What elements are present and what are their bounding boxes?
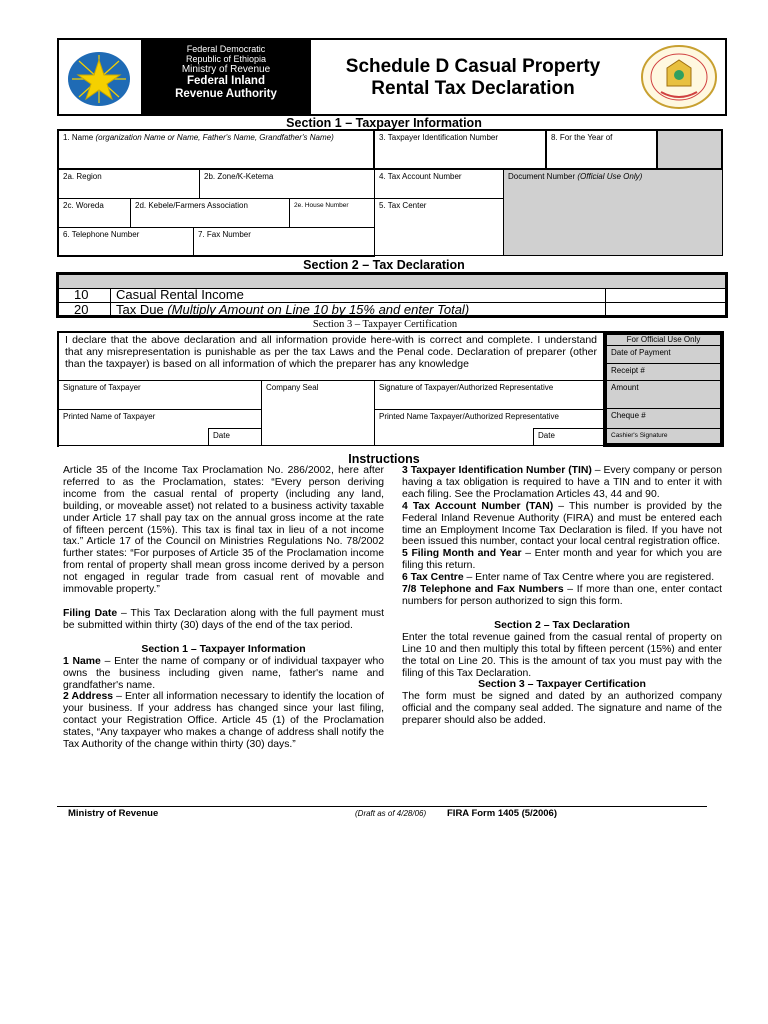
- sig-taxpayer-label: Signature of Taxpayer: [63, 383, 141, 392]
- line20-number: 20: [74, 302, 89, 317]
- cheque-field: [606, 408, 721, 429]
- agency-line-2: Republic of Ethiopia: [185, 54, 267, 64]
- name-instr-title: 1 Name: [63, 655, 101, 667]
- cheque-label: Cheque #: [611, 411, 646, 420]
- section2-heading: Section 2 – Tax Declaration: [303, 258, 465, 272]
- line10-amount-input[interactable]: [606, 289, 725, 302]
- company-seal-label: Company Seal: [266, 383, 319, 392]
- tan-instr-title: 4 Tax Account Number (TAN): [402, 500, 554, 512]
- tin-instr: [402, 465, 722, 501]
- line10-label: Casual Rental Income: [116, 287, 244, 302]
- certification-box: [57, 331, 605, 381]
- centre-instr: [402, 572, 722, 584]
- instructions-left-column: [63, 465, 384, 751]
- telephone-field[interactable]: [58, 227, 194, 256]
- year-label: 8. For the Year of: [551, 133, 613, 142]
- instructions-heading: Instructions: [348, 452, 420, 466]
- date-payment-label: Date of Payment: [611, 348, 671, 357]
- line20-hint: (Multiply Amount on Line 10 by 15% and enter Total): [167, 302, 470, 317]
- section2-col-rule: [110, 288, 111, 316]
- month-instr: [402, 548, 722, 572]
- doc-number-label: Document Number: [508, 172, 576, 181]
- section3-left-border: [57, 331, 59, 447]
- cashier-signature-field: [606, 428, 721, 444]
- s2-instr-heading: Section 2 – Tax Declaration: [494, 618, 630, 631]
- date-field-1[interactable]: [208, 428, 262, 446]
- line20-label: Tax Due: [116, 302, 164, 317]
- name-hint: (organization Name or Name, Father's Name, Grandfather's Name): [95, 133, 334, 142]
- region-label: 2a. Region: [63, 172, 102, 181]
- filing-date-title: Filing Date: [63, 607, 118, 619]
- tin-instr-title: 3 Taxpayer Identification Number (TIN): [402, 465, 592, 476]
- tax-account-field[interactable]: [374, 169, 504, 199]
- tan-instr: [402, 501, 722, 549]
- taxpayer-signature-field[interactable]: [58, 380, 262, 410]
- tax-center-label: 5. Tax Center: [379, 201, 427, 210]
- agency-line-3: Ministry of Revenue: [181, 64, 271, 75]
- tan-instr-text: – This number is provided by the Federal Inland Revenue Authority (FIRA) and must be entered each time an Employment Income Tax Declaration is filed. If you have not been issued this number, contact your local central registration office.: [402, 500, 722, 548]
- title-line-2: Rental Tax Declaration: [371, 78, 575, 99]
- line10-number: 10: [74, 287, 89, 302]
- agency-block: [141, 40, 311, 114]
- printed-rep-label: Printed Name Taxpayer/Authorized Representative: [379, 412, 559, 421]
- section3-heading: Section 3 – Taxpayer Certification: [312, 319, 458, 330]
- tax-center-field[interactable]: [374, 198, 504, 256]
- footer-ministry: Ministry of Revenue: [68, 808, 159, 819]
- footer-divider: [57, 806, 707, 807]
- phone-label: 6. Telephone Number: [63, 230, 140, 239]
- fax-label: 7. Fax Number: [198, 230, 251, 239]
- date-of-payment-field: [606, 345, 721, 364]
- woreda-field[interactable]: [58, 198, 131, 228]
- name-field[interactable]: [57, 129, 375, 170]
- printed-taxpayer-label: Printed Name of Taxpayer: [63, 412, 156, 421]
- ethiopia-emblem-icon: [66, 50, 132, 108]
- company-seal-field[interactable]: [261, 380, 375, 446]
- name-instr: [63, 656, 384, 692]
- tin-instr-text: – Every company or person having a tax obligation is required to have a TIN and to enter it with each filing. See the Proclamation Articles 43, 44 and 90.: [402, 465, 722, 500]
- address-instr-title: 2 Address: [63, 691, 114, 703]
- s3-instr-text: The form must be signed and dated by an authorized company official and the company seal added. The signature and name of the preparer should also be added.: [402, 691, 722, 727]
- agency-line-4: Federal Inland: [187, 75, 265, 87]
- sig-rep-label: Signature of Taxpayer/Authorized Representative: [379, 383, 554, 392]
- month-instr-title: 5 Filing Month and Year: [402, 548, 522, 560]
- phone-instr-title: 7/8 Telephone and Fax Numbers: [402, 584, 564, 596]
- tax-account-label: 4. Tax Account Number: [379, 172, 462, 181]
- date-2-label: Date: [538, 431, 555, 440]
- s1-instr-heading: Section 1 – Taxpayer Information: [141, 642, 306, 655]
- agency-line-5: Revenue Authority: [175, 88, 277, 100]
- centre-instr-text: – Enter name of Tax Centre where you are registered.: [463, 572, 715, 584]
- s2-instr-text: Enter the total revenue gained from the casual rental of property on Line 10 and then multiply this total by fifteen percent (15%) and enter the total on Line 20. This is the amount of tax you must pay with the filing of this Tax Declaration.: [402, 631, 722, 679]
- kebele-field[interactable]: [130, 198, 290, 228]
- centre-instr-title: 6 Tax Centre: [402, 572, 464, 584]
- instructions-right-column: [402, 465, 722, 727]
- line20-text: [116, 303, 469, 317]
- zone-label: 2b. Zone/K-Ketema: [204, 172, 274, 181]
- amount-label: Amount: [611, 383, 639, 392]
- authority-seal-icon: [639, 44, 719, 110]
- tin-label: 3. Taxpayer Identification Number: [379, 133, 499, 142]
- woreda-label: 2c. Woreda: [63, 201, 104, 210]
- month-instr-text: – Enter month and year for which you are filing this return.: [402, 548, 722, 572]
- receipt-label: Receipt #: [611, 366, 645, 375]
- cashier-label: Cashier's Signature: [611, 432, 668, 439]
- phone-instr: [402, 584, 722, 608]
- line20-amount-input[interactable]: [606, 303, 725, 316]
- rep-signature-field[interactable]: [374, 380, 604, 410]
- section1-left-border: [57, 129, 59, 257]
- phone-instr-text: – If more than one, enter contact numbers for person authorized to sign this form.: [402, 584, 722, 607]
- zone-field[interactable]: [199, 169, 375, 199]
- address-instr: [63, 691, 384, 751]
- doc-number-hint: (Official Use Only): [577, 172, 643, 181]
- fax-field[interactable]: [193, 227, 375, 256]
- receipt-field: [606, 363, 721, 381]
- house-number-field[interactable]: [289, 198, 375, 228]
- agency-line-1: Federal Democratic: [186, 44, 266, 54]
- section1-heading: Section 1 – Taxpayer Information: [286, 116, 482, 130]
- footer-form-id: FIRA Form 1405 (5/2006): [447, 808, 557, 819]
- tin-field[interactable]: [373, 129, 547, 170]
- intro-paragraph: Article 35 of the Income Tax Proclamation No. 286/2002, here after referred to as the Proclamation, states: “Every person deriving income from the casual rental of property (including any land, building, or moveable asset) not related to a business activity taxable under Article 17 shall pay tax on the annual gross income at the rate of fifteen percent (15%). This tax is final tax in lieu of a not income tax.” Article 17 of the Council on Ministries Regulations No. 78/2002 further states: “For purposes of Article 35 of the Proclamation income from rental of property shall mean gross income derived by a person not engaged in regular trade from casual rent of movable and immovable property.”: [63, 465, 384, 596]
- year-official-cell: [656, 129, 723, 170]
- certification-text: I declare that the above declaration and all information provide here-with is correct and complete. I understand that any misrepresentation is punishable as per the tax Laws and the Penal code. Declaration of preparer (other than the taxpayer) is based on all information of which the preparer has any knowledge: [65, 334, 597, 370]
- year-field[interactable]: [545, 129, 658, 170]
- kebele-label: 2d. Kebele/Farmers Association: [135, 201, 248, 210]
- amount-field: [606, 380, 721, 409]
- s3-instr-heading: Section 3 – Taxpayer Certification: [478, 678, 646, 691]
- footer-draft: (Draft as of 4/28/06): [355, 809, 427, 818]
- name-label: 1. Name: [63, 133, 94, 142]
- address-instr-text: – Enter all information necessary to identify the location of your business. If your address has changed since your last filing, contact your Registration Office. Article 45 (1) of the Proclamation states, “Any taxpayer who makes a change of address shall notify the Tax Authority of the change within thirty (30) days.”: [63, 691, 384, 751]
- document-number-box: [503, 169, 723, 256]
- official-use-header: For Official Use Only: [606, 334, 721, 346]
- region-field[interactable]: [58, 169, 200, 199]
- name-instr-text: – Enter the name of company or of individual taxpayer who owns the business including given name, father's name and grandfather's name.: [63, 655, 384, 691]
- date-1-label: Date: [213, 431, 230, 440]
- date-field-2[interactable]: [533, 428, 604, 446]
- section1-bottom-border: [57, 255, 375, 257]
- filing-date-text: – This Tax Declaration along with the full payment must be submitted within thirty (30) days of the end of the tax period.: [63, 607, 384, 631]
- form-title: [312, 56, 634, 100]
- house-label: 2e. House Number: [294, 202, 349, 209]
- title-line-1: Schedule D Casual Property: [345, 56, 601, 77]
- filing-date-paragraph: [63, 608, 384, 632]
